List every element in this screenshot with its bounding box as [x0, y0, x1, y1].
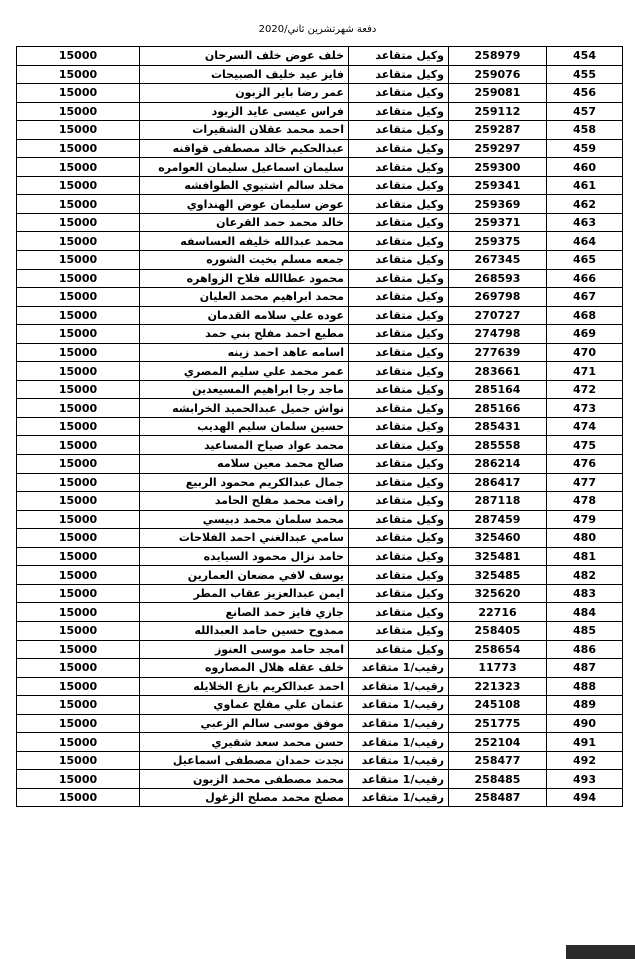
rank-cell: وكيل متقاعد	[349, 380, 449, 399]
full-name-cell: مطيع احمد مفلح بني حمد	[140, 325, 349, 344]
row-number-cell: 463	[547, 213, 623, 232]
military-id-cell: 287459	[449, 510, 547, 529]
rank-cell: وكيل متقاعد	[349, 455, 449, 474]
amount-cell: 15000	[17, 640, 140, 659]
row-number-cell: 474	[547, 417, 623, 436]
amount-cell: 15000	[17, 47, 140, 66]
full-name-cell: محمد عبدالله خليفه العساسفه	[140, 232, 349, 251]
row-number-cell: 490	[547, 714, 623, 733]
amount-cell: 15000	[17, 603, 140, 622]
row-number-cell: 492	[547, 751, 623, 770]
amount-cell: 15000	[17, 399, 140, 418]
amount-cell: 15000	[17, 121, 140, 140]
full-name-cell: ماجد رجا ابراهيم المسيعدين	[140, 380, 349, 399]
amount-cell: 15000	[17, 584, 140, 603]
military-id-cell: 285166	[449, 399, 547, 418]
row-number-cell: 491	[547, 733, 623, 752]
row-number-cell: 470	[547, 343, 623, 362]
full-name-cell: خلف عقله هلال المصاروه	[140, 659, 349, 678]
table-row	[17, 788, 623, 807]
table-row	[17, 659, 623, 678]
amount-cell: 15000	[17, 213, 140, 232]
military-id-cell: 259369	[449, 195, 547, 214]
military-id-cell: 259371	[449, 213, 547, 232]
table-row	[17, 380, 623, 399]
amount-cell: 15000	[17, 139, 140, 158]
table-row	[17, 47, 623, 66]
military-id-cell: 258405	[449, 621, 547, 640]
table-row	[17, 399, 623, 418]
amount-cell: 15000	[17, 251, 140, 270]
rank-cell: رقيب/1 متقاعد	[349, 751, 449, 770]
amount-cell: 15000	[17, 529, 140, 548]
full-name-cell: نواش جميل عبدالحميد الخرابشه	[140, 399, 349, 418]
military-id-cell: 221323	[449, 677, 547, 696]
row-number-cell: 493	[547, 770, 623, 789]
table-row	[17, 566, 623, 585]
rank-cell: وكيل متقاعد	[349, 232, 449, 251]
military-id-cell: 267345	[449, 251, 547, 270]
table-row	[17, 362, 623, 381]
amount-cell: 15000	[17, 677, 140, 696]
rank-cell: وكيل متقاعد	[349, 65, 449, 84]
full-name-cell: احمد محمد عقلان الشقيرات	[140, 121, 349, 140]
table-row	[17, 455, 623, 474]
amount-cell: 15000	[17, 770, 140, 789]
row-number-cell: 461	[547, 176, 623, 195]
row-number-cell: 487	[547, 659, 623, 678]
full-name-cell: عمر رضا باير الزبون	[140, 84, 349, 103]
table-row	[17, 158, 623, 177]
row-number-cell: 462	[547, 195, 623, 214]
amount-cell: 15000	[17, 325, 140, 344]
full-name-cell: ايمن عبدالعزيز عقاب المطر	[140, 584, 349, 603]
military-id-cell: 259375	[449, 232, 547, 251]
full-name-cell: جازي فايز حمد الصانع	[140, 603, 349, 622]
rank-cell: وكيل متقاعد	[349, 195, 449, 214]
full-name-cell: فراس عيسى عايد الزيود	[140, 102, 349, 121]
row-number-cell: 464	[547, 232, 623, 251]
amount-cell: 15000	[17, 696, 140, 715]
amount-cell: 15000	[17, 343, 140, 362]
full-name-cell: عبدالحكيم خالد مصطفى قواقنه	[140, 139, 349, 158]
full-name-cell: احمد عبدالكريم بازع الخلايله	[140, 677, 349, 696]
full-name-cell: جمال عبدالكريم محمود الربيع	[140, 473, 349, 492]
rank-cell: رقيب/1 متقاعد	[349, 677, 449, 696]
table-row	[17, 251, 623, 270]
military-id-cell: 268593	[449, 269, 547, 288]
full-name-cell: نجدت حمدان مصطفى اسماعيل	[140, 751, 349, 770]
row-number-cell: 468	[547, 306, 623, 325]
table-row	[17, 621, 623, 640]
amount-cell: 15000	[17, 176, 140, 195]
row-number-cell: 486	[547, 640, 623, 659]
military-id-cell: 285558	[449, 436, 547, 455]
rank-cell: وكيل متقاعد	[349, 176, 449, 195]
rank-cell: وكيل متقاعد	[349, 213, 449, 232]
military-id-cell: 11773	[449, 659, 547, 678]
amount-cell: 15000	[17, 492, 140, 511]
row-number-cell: 482	[547, 566, 623, 585]
full-name-cell: اسامه عاهد احمد زينه	[140, 343, 349, 362]
table-row	[17, 473, 623, 492]
amount-cell: 15000	[17, 510, 140, 529]
full-name-cell: عمر محمد علي سليم المصري	[140, 362, 349, 381]
military-id-cell: 283661	[449, 362, 547, 381]
amount-cell: 15000	[17, 84, 140, 103]
amount-cell: 15000	[17, 417, 140, 436]
full-name-cell: خالد محمد حمد القرعان	[140, 213, 349, 232]
row-number-cell: 489	[547, 696, 623, 715]
rank-cell: وكيل متقاعد	[349, 417, 449, 436]
rank-cell: رقيب/1 متقاعد	[349, 788, 449, 807]
military-id-cell: 286214	[449, 455, 547, 474]
full-name-cell: محمد مصطفى محمد الزبون	[140, 770, 349, 789]
rank-cell: رقيب/1 متقاعد	[349, 714, 449, 733]
amount-cell: 15000	[17, 788, 140, 807]
table-row	[17, 547, 623, 566]
page-title: دفعة شهرتشرين ثاني/2020	[258, 24, 377, 35]
row-number-cell: 485	[547, 621, 623, 640]
military-id-cell: 285164	[449, 380, 547, 399]
military-id-cell: 259287	[449, 121, 547, 140]
military-id-cell: 259297	[449, 139, 547, 158]
row-number-cell: 484	[547, 603, 623, 622]
military-id-cell: 286417	[449, 473, 547, 492]
table-row	[17, 770, 623, 789]
rank-cell: وكيل متقاعد	[349, 306, 449, 325]
table-row	[17, 640, 623, 659]
row-number-cell: 458	[547, 121, 623, 140]
full-name-cell: حسين سلمان سليم الهديب	[140, 417, 349, 436]
full-name-cell: صالح محمد معين سلامه	[140, 455, 349, 474]
amount-cell: 15000	[17, 733, 140, 752]
rank-cell: وكيل متقاعد	[349, 473, 449, 492]
table-row	[17, 195, 623, 214]
row-number-cell: 459	[547, 139, 623, 158]
table-row	[17, 603, 623, 622]
rank-cell: وكيل متقاعد	[349, 547, 449, 566]
row-number-cell: 476	[547, 455, 623, 474]
full-name-cell: مصلح محمد مصلح الزغول	[140, 788, 349, 807]
military-id-cell: 258654	[449, 640, 547, 659]
amount-cell: 15000	[17, 380, 140, 399]
table-row	[17, 436, 623, 455]
table-row	[17, 102, 623, 121]
military-id-cell: 269798	[449, 288, 547, 307]
amount-cell: 15000	[17, 473, 140, 492]
row-number-cell: 454	[547, 47, 623, 66]
military-id-cell: 259076	[449, 65, 547, 84]
military-id-cell: 22716	[449, 603, 547, 622]
rank-cell: وكيل متقاعد	[349, 325, 449, 344]
rank-cell: وكيل متقاعد	[349, 529, 449, 548]
military-id-cell: 258979	[449, 47, 547, 66]
full-name-cell: جمعه مسلم بخيت الشوره	[140, 251, 349, 270]
row-number-cell: 481	[547, 547, 623, 566]
row-number-cell: 477	[547, 473, 623, 492]
table-row	[17, 510, 623, 529]
payment-table	[16, 46, 623, 807]
amount-cell: 15000	[17, 362, 140, 381]
rank-cell: وكيل متقاعد	[349, 47, 449, 66]
full-name-cell: مخلد سالم اشتيوي الطوافشه	[140, 176, 349, 195]
military-id-cell: 251775	[449, 714, 547, 733]
rank-cell: وكيل متقاعد	[349, 251, 449, 270]
amount-cell: 15000	[17, 621, 140, 640]
rank-cell: وكيل متقاعد	[349, 640, 449, 659]
table-row	[17, 529, 623, 548]
military-id-cell: 258485	[449, 770, 547, 789]
table-row	[17, 325, 623, 344]
rank-cell: رقيب/1 متقاعد	[349, 696, 449, 715]
full-name-cell: محمد ابراهيم محمد العليان	[140, 288, 349, 307]
amount-cell: 15000	[17, 306, 140, 325]
table-row	[17, 306, 623, 325]
rank-cell: وكيل متقاعد	[349, 436, 449, 455]
full-name-cell: عثمان علي مفلح عماوي	[140, 696, 349, 715]
row-number-cell: 494	[547, 788, 623, 807]
row-number-cell: 479	[547, 510, 623, 529]
row-number-cell: 455	[547, 65, 623, 84]
full-name-cell: فايز عيد خليف الصبيحات	[140, 65, 349, 84]
table-row	[17, 696, 623, 715]
rank-cell: وكيل متقاعد	[349, 288, 449, 307]
rank-cell: رقيب/1 متقاعد	[349, 770, 449, 789]
row-number-cell: 466	[547, 269, 623, 288]
table-row	[17, 84, 623, 103]
table-row	[17, 232, 623, 251]
full-name-cell: محمد سلمان محمد دبيسي	[140, 510, 349, 529]
table-row	[17, 492, 623, 511]
rank-cell: وكيل متقاعد	[349, 584, 449, 603]
table-row	[17, 584, 623, 603]
row-number-cell: 488	[547, 677, 623, 696]
amount-cell: 15000	[17, 102, 140, 121]
rank-cell: وكيل متقاعد	[349, 510, 449, 529]
table-row	[17, 176, 623, 195]
full-name-cell: محمود عطاالله فلاح الزواهره	[140, 269, 349, 288]
military-id-cell: 325460	[449, 529, 547, 548]
corner-decoration	[566, 945, 635, 959]
military-id-cell: 252104	[449, 733, 547, 752]
military-id-cell: 258487	[449, 788, 547, 807]
rank-cell: وكيل متقاعد	[349, 566, 449, 585]
amount-cell: 15000	[17, 714, 140, 733]
rank-cell: رقيب/1 متقاعد	[349, 733, 449, 752]
military-id-cell: 325485	[449, 566, 547, 585]
full-name-cell: عوض سليمان عوض الهنداوي	[140, 195, 349, 214]
table-row	[17, 121, 623, 140]
amount-cell: 15000	[17, 269, 140, 288]
amount-cell: 15000	[17, 288, 140, 307]
amount-cell: 15000	[17, 455, 140, 474]
row-number-cell: 467	[547, 288, 623, 307]
rank-cell: وكيل متقاعد	[349, 343, 449, 362]
rank-cell: وكيل متقاعد	[349, 269, 449, 288]
table-row	[17, 714, 623, 733]
military-id-cell: 325481	[449, 547, 547, 566]
rank-cell: وكيل متقاعد	[349, 158, 449, 177]
table-row	[17, 417, 623, 436]
row-number-cell: 460	[547, 158, 623, 177]
row-number-cell: 475	[547, 436, 623, 455]
rank-cell: وكيل متقاعد	[349, 399, 449, 418]
full-name-cell: عوده علي سلامه القدمان	[140, 306, 349, 325]
amount-cell: 15000	[17, 232, 140, 251]
full-name-cell: امجد حامد موسى العنوز	[140, 640, 349, 659]
amount-cell: 15000	[17, 65, 140, 84]
row-number-cell: 480	[547, 529, 623, 548]
rank-cell: رقيب/1 متقاعد	[349, 659, 449, 678]
table-row	[17, 677, 623, 696]
row-number-cell: 457	[547, 102, 623, 121]
rank-cell: وكيل متقاعد	[349, 621, 449, 640]
row-number-cell: 478	[547, 492, 623, 511]
military-id-cell: 259081	[449, 84, 547, 103]
military-id-cell: 277639	[449, 343, 547, 362]
military-id-cell: 325620	[449, 584, 547, 603]
military-id-cell: 285431	[449, 417, 547, 436]
amount-cell: 15000	[17, 547, 140, 566]
table-row	[17, 269, 623, 288]
rank-cell: وكيل متقاعد	[349, 84, 449, 103]
military-id-cell: 245108	[449, 696, 547, 715]
full-name-cell: سليمان اسماعيل سليمان العوامره	[140, 158, 349, 177]
full-name-cell: محمد عواد صياح المساعيد	[140, 436, 349, 455]
full-name-cell: موفق موسى سالم الزعبي	[140, 714, 349, 733]
amount-cell: 15000	[17, 566, 140, 585]
military-id-cell: 287118	[449, 492, 547, 511]
full-name-cell: خلف عوض خلف السرحان	[140, 47, 349, 66]
table-row	[17, 139, 623, 158]
military-id-cell: 270727	[449, 306, 547, 325]
table-body	[17, 47, 623, 807]
row-number-cell: 456	[547, 84, 623, 103]
amount-cell: 15000	[17, 751, 140, 770]
military-id-cell: 259300	[449, 158, 547, 177]
full-name-cell: حسن محمد سعد شقيري	[140, 733, 349, 752]
military-id-cell: 259112	[449, 102, 547, 121]
amount-cell: 15000	[17, 436, 140, 455]
military-id-cell: 259341	[449, 176, 547, 195]
full-name-cell: رافت محمد مفلح الحامد	[140, 492, 349, 511]
military-id-cell: 258477	[449, 751, 547, 770]
row-number-cell: 473	[547, 399, 623, 418]
table-row	[17, 751, 623, 770]
rank-cell: وكيل متقاعد	[349, 139, 449, 158]
table-row	[17, 733, 623, 752]
full-name-cell: ممدوح حسين حامد العبدالله	[140, 621, 349, 640]
full-name-cell: يوسف لافي مضعان العمارين	[140, 566, 349, 585]
amount-cell: 15000	[17, 158, 140, 177]
row-number-cell: 472	[547, 380, 623, 399]
rank-cell: وكيل متقاعد	[349, 102, 449, 121]
row-number-cell: 465	[547, 251, 623, 270]
row-number-cell: 469	[547, 325, 623, 344]
military-id-cell: 274798	[449, 325, 547, 344]
full-name-cell: سامي عبدالغني احمد الفلاحات	[140, 529, 349, 548]
rank-cell: وكيل متقاعد	[349, 121, 449, 140]
rank-cell: وكيل متقاعد	[349, 362, 449, 381]
full-name-cell: حامد نزال محمود السيايده	[140, 547, 349, 566]
row-number-cell: 483	[547, 584, 623, 603]
rank-cell: وكيل متقاعد	[349, 603, 449, 622]
table-row	[17, 288, 623, 307]
rank-cell: وكيل متقاعد	[349, 492, 449, 511]
table-row	[17, 65, 623, 84]
table-row	[17, 213, 623, 232]
table-row	[17, 343, 623, 362]
row-number-cell: 471	[547, 362, 623, 381]
amount-cell: 15000	[17, 195, 140, 214]
amount-cell: 15000	[17, 659, 140, 678]
